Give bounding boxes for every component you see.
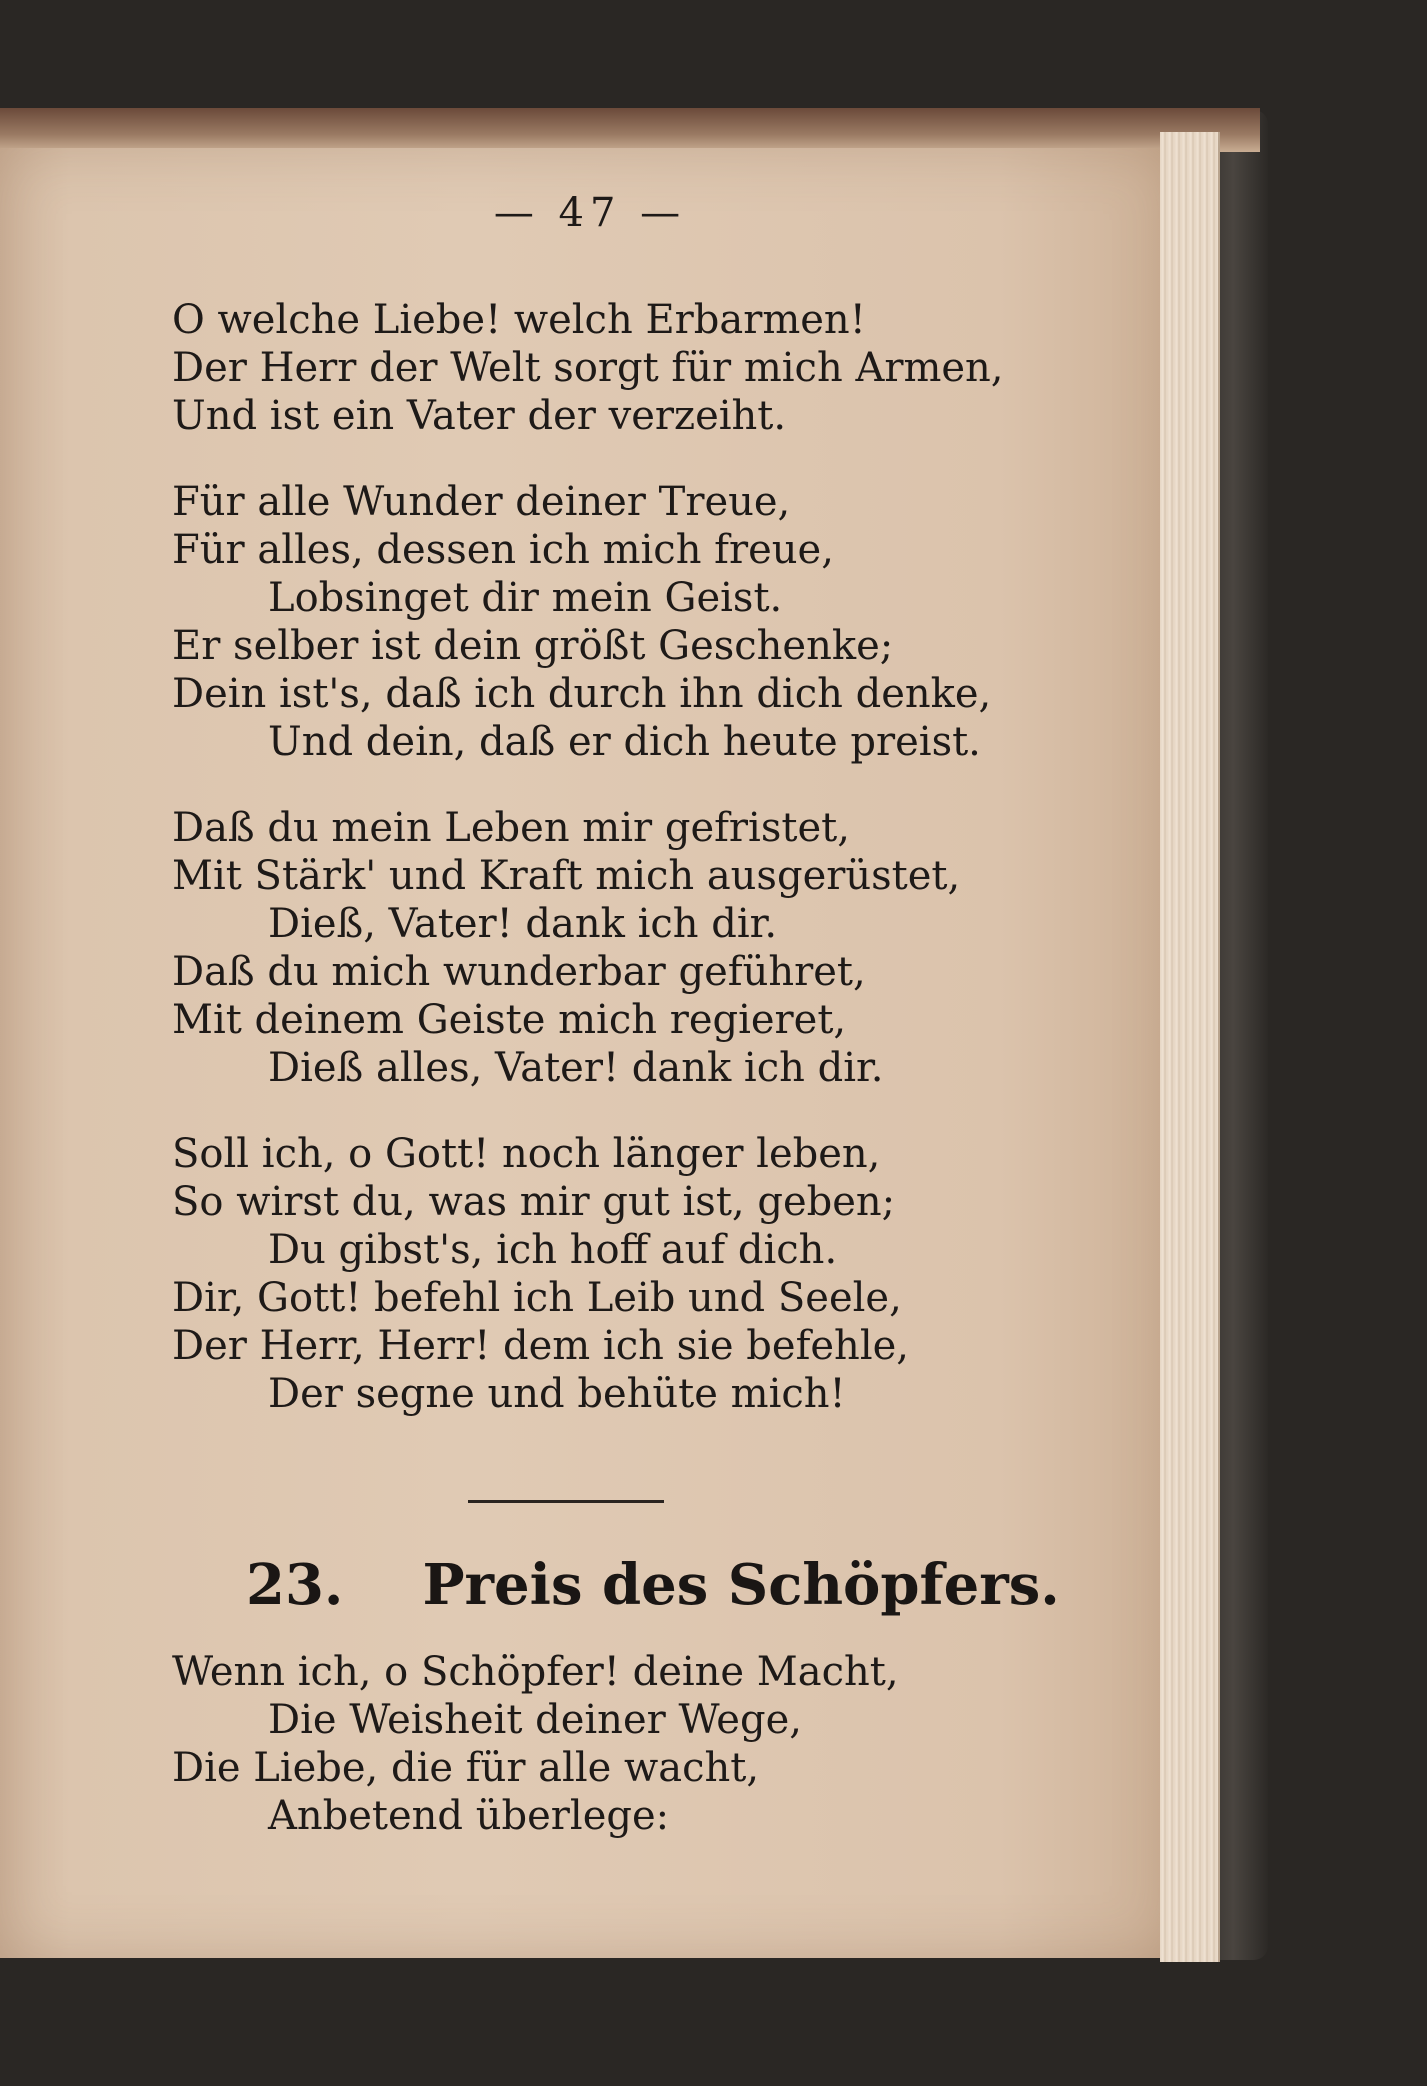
section-number: 23.: [246, 1552, 344, 1618]
verse-line: Dir, Gott! befehl ich Leib und Seele,: [172, 1275, 902, 1321]
verse-line: Wenn ich, o Schöpfer! deine Macht,: [172, 1649, 899, 1695]
verse-line: Mit deinem Geiste mich regieret,: [172, 997, 847, 1043]
verse-line: Dieß, Vater! dank ich dir.: [268, 901, 778, 947]
page-edges: [1160, 132, 1220, 1962]
verse-line: Der Herr der Welt sorgt für mich Armen,: [172, 345, 1004, 391]
verse-line: Daß du mich wunderbar geführet,: [172, 949, 866, 995]
verse-line: Mit Stärk' und Kraft mich ausgerüstet,: [172, 853, 961, 899]
verse-line: Er selber ist dein größt Geschenke;: [172, 623, 894, 669]
verse-line: Für alles, dessen ich mich freue,: [172, 527, 834, 573]
verse-line: Du gibst's, ich hoff auf dich.: [268, 1227, 838, 1273]
verse-line: Dein ist's, daß ich durch ihn dich denke,: [172, 671, 992, 717]
verse-line: Die Weisheit deiner Wege,: [268, 1697, 802, 1743]
verse-line: Soll ich, o Gott! noch länger leben,: [172, 1131, 881, 1177]
verse-line: Für alle Wunder deiner Treue,: [172, 479, 791, 525]
verse-line: Die Liebe, die für alle wacht,: [172, 1745, 760, 1791]
verse-line: Und dein, daß er dich heute preist.: [268, 719, 981, 765]
verse-line: Anbetend überlege:: [268, 1793, 670, 1839]
verse-line: O welche Liebe! welch Erbarmen!: [172, 297, 866, 343]
section-title: Preis des Schöpfers.: [422, 1552, 1060, 1618]
section-heading: [246, 1552, 1060, 1618]
verse-line: So wirst du, was mir gut ist, geben;: [172, 1179, 896, 1225]
verse-line: Daß du mein Leben mir gefristet,: [172, 805, 850, 851]
verse-line: Der segne und behüte mich!: [268, 1371, 846, 1417]
section-divider: [468, 1500, 664, 1503]
verse-line: Dieß alles, Vater! dank ich dir.: [268, 1045, 884, 1091]
verse-line: Der Herr, Herr! dem ich sie befehle,: [172, 1323, 909, 1369]
book-spine-top: [0, 108, 1260, 152]
page-number: — 47 —: [493, 190, 687, 236]
verse-line: Lobsinget dir mein Geist.: [268, 575, 783, 621]
verse-line: Und ist ein Vater der verzeiht.: [172, 393, 787, 439]
